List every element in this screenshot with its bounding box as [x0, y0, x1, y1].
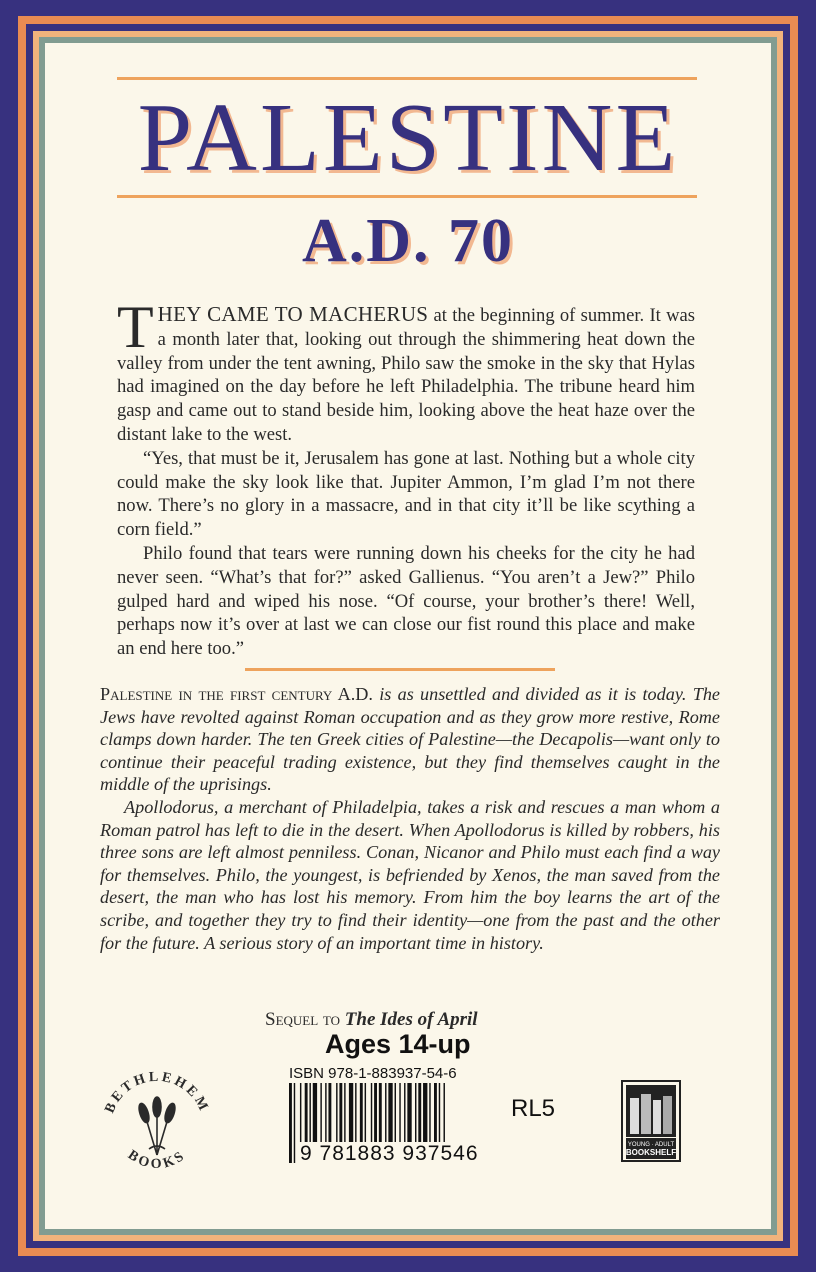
- barcode-number: 9 781883 937546: [300, 1142, 479, 1165]
- publisher-logo: [95, 1063, 219, 1187]
- books-icon: [630, 1094, 672, 1134]
- sequel-label: Sequel to: [265, 1009, 341, 1030]
- logo-text-top: BETHLEHEM: [102, 1069, 212, 1116]
- blurb: [100, 683, 720, 954]
- excerpt-lead: HEY CAME TO MACHERUS: [157, 302, 429, 326]
- title-rule: [117, 195, 697, 198]
- excerpt-text: at the beginning of summer. It was a month later that, looking out through the shimmering heat down the valley from under the tent awning, Philo saw the smoke in the sky that Hylas had imagined on the day before he left Philadelphia. The tribune heard him gasp and came out to stand beside him, looking above the heat haze over the distant lake to the west.: [117, 305, 696, 445]
- blurb-paragraph: [100, 683, 720, 796]
- badge-line-2: BOOKSHELF: [625, 1148, 677, 1157]
- blurb-paragraph: Apollodorus, a merchant of Philadelpia, takes a risk and rescues a man whom a Roman patrol has left to die in the desert. When Apollodorus is killed by robbers, his three sons are left almost penniless. Conan, Nicanor and Philo must each find a way for themselves. Philo, the youngest, is befriended by Xenos, the man saved from the desert, the man who has lost his memory. From him the boy learns the art of the scribe, and together they try to find their identity—one from the past and the other for the future. A serious story of an important time in history.: [100, 796, 720, 953]
- excerpt-paragraph: Philo found that tears were running down his cheeks for the city he had never seen. “What’s that for?” asked Gallienus. “You aren’t a Jew?” Philo gulped hard and wiped his nose. “Of course, your brother’s there! Well, perhaps now it’s over at last we can close our fist round this place and make an end here too.”: [117, 542, 695, 660]
- divider-rule: [245, 668, 555, 671]
- young-adult-bookshelf-badge: [621, 1080, 681, 1162]
- barcode-bar: [294, 1083, 295, 1163]
- sequel-title: The Ides of April: [344, 1009, 478, 1030]
- logo-text-bottom: BOOKS: [124, 1147, 190, 1172]
- badge-line-1: YOUNG · ADULT: [627, 1142, 675, 1148]
- excerpt-paragraph: [117, 294, 696, 447]
- age-range: Ages 14-up: [325, 1029, 471, 1059]
- back-cover-content: [45, 43, 771, 1229]
- book-title: PALESTINE: [137, 84, 679, 192]
- blurb-lead: Palestine in the first century A.D.: [100, 684, 373, 704]
- wheat-icon: [137, 1097, 177, 1155]
- isbn: ISBN 978-1-883937-54-6: [289, 1065, 457, 1082]
- barcode-bar: [289, 1083, 292, 1163]
- sequel-line: [265, 1009, 478, 1031]
- top-rule: [117, 77, 697, 80]
- reading-level: RL5: [511, 1095, 556, 1122]
- blurb-text: is as unsettled and divided as it is today. The Jews have revolted against Roman occupation and as they grow more restive, Rome clamps down harder. The ten Greek cities of Palestine—the Decapolis—want only to continue their peaceful trading existence, but they find themselves caught in the middle of the uprisings.: [100, 684, 720, 795]
- book-subtitle: A.D. 70: [301, 207, 515, 275]
- drop-cap: T: [117, 294, 154, 360]
- excerpt-paragraph: “Yes, that must be it, Jerusalem has gone at last. Nothing but a whole city could make the sky look like that. Jupiter Ammon, I’m glad I’m not there now. There’s no glory in a massacre, and in that city it’ll be like scything a corn field.”: [117, 447, 695, 541]
- excerpt: [117, 294, 696, 661]
